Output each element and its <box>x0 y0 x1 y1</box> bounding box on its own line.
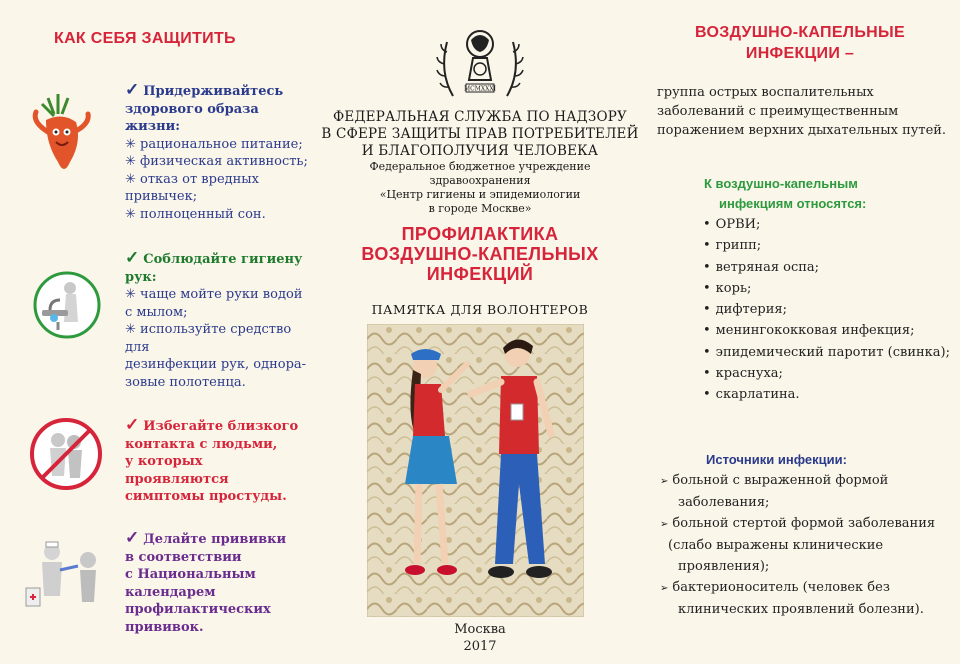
protection-title: КАК СЕБЯ ЗАЩИТИТЬ <box>54 30 236 47</box>
infections-title: ВОЗДУШНО-КАПЕЛЬНЫЕ ИНФЕКЦИИ – <box>695 24 905 62</box>
no-contact-icon <box>28 416 104 492</box>
volunteers-illustration <box>367 324 584 617</box>
tip-hand-hygiene: ✓ Соблюдайте гигиену рук: ✳ чаще мойте руки водой с мылом; ✳ используйте средство для дезинфекции рук, однора- зовые полотенца. <box>125 248 307 390</box>
publication-place-year: Москва 2017 <box>454 622 506 654</box>
list-item: • менингококковая инфекция; <box>703 320 950 341</box>
arrow-bullet-icon: ➢ <box>660 476 669 487</box>
emblem-text: MCMXXXI <box>463 85 497 93</box>
agency-name: ФЕДЕРАЛЬНАЯ СЛУЖБА ПО НАДЗОРУ В СФЕРЕ ЗАЩИТЫ ПРАВ ПОТРЕБИТЕЛЕЙ И БЛАГОПОЛУЧИЯ ЧЕЛОВЕКА <box>321 109 639 159</box>
memo-subtitle: ПАМЯТКА ДЛЯ ВОЛОНТЕРОВ <box>371 302 589 317</box>
list-item: ➢ больной с выраженной формой заболевания; <box>660 473 889 510</box>
brochure-title: ПРОФИЛАКТИКА ВОЗДУШНО-КАПЕЛЬНЫХ ИНФЕКЦИЙ <box>361 224 599 284</box>
hand-washing-icon <box>32 270 102 340</box>
carrot-icon <box>28 92 98 178</box>
list-item: • корь; <box>703 278 950 299</box>
tip-healthy-lifestyle: ✓ Придерживайтесь здорового образа жизни: ✳ рациональное питание; ✳ физическая активность; ✳ отказ от вредных привычек; ✳ полноценный сон. <box>125 80 308 222</box>
sources-list <box>660 470 955 620</box>
diseases-subtitle: К воздушно-капельным инфекциям относятся: <box>704 176 867 211</box>
rospotrebnadzor-emblem-icon <box>433 22 527 108</box>
vaccination-icon <box>22 540 112 616</box>
arrow-bullet-icon: ➢ <box>660 519 669 530</box>
list-item: • ОРВИ; <box>703 214 950 235</box>
list-item: • эпидемический паротит (свинка); <box>703 342 950 363</box>
list-item: • ветряная оспа; <box>703 257 950 278</box>
tip-avoid-contact: ✓ Избегайте близкого контакта с людьми, у которых проявляются симптомы простуды. <box>125 415 299 504</box>
right-panel <box>640 0 960 664</box>
tip-vaccination: ✓ Делайте прививки в соответствии с Национальным календарем профилактических прививок. <box>125 528 287 635</box>
check-icon: ✓ <box>125 248 140 268</box>
bullet-icon: ✳ <box>125 206 141 222</box>
bullet-icon: ✳ <box>125 322 141 337</box>
list-item: ➢ бактерионоситель (человек без клинических проявлений болезни). <box>660 580 924 617</box>
list-item: • скарлатина. <box>703 384 950 405</box>
left-panel <box>0 0 320 664</box>
check-icon: ✓ <box>125 415 140 435</box>
bullet-icon: ✳ <box>125 136 141 152</box>
list-item: • краснуха; <box>703 363 950 384</box>
sources-subtitle: Источники инфекции: <box>706 452 847 467</box>
check-icon: ✓ <box>125 80 140 100</box>
bullet-icon: ✳ <box>125 171 141 187</box>
infections-definition: группа острых воспалительных заболеваний с преимущественным поражением верхних дыхательных путей. <box>657 85 947 138</box>
bullet-icon: ✳ <box>125 287 141 302</box>
bullet-icon: ✳ <box>125 154 141 169</box>
check-icon: ✓ <box>125 528 140 548</box>
list-item: ➢ больной стертой формой заболевания (слабо выражены клинические проявления); <box>660 516 936 574</box>
institution-name: Федеральное бюджетное учреждение здравоохранения «Центр гигиены и эпидемиологии в городе Москве» <box>369 160 591 215</box>
list-item: • грипп; <box>703 235 950 256</box>
diseases-list <box>703 214 950 406</box>
middle-panel <box>320 0 640 664</box>
arrow-bullet-icon: ➢ <box>660 583 669 594</box>
list-item: • дифтерия; <box>703 299 950 320</box>
